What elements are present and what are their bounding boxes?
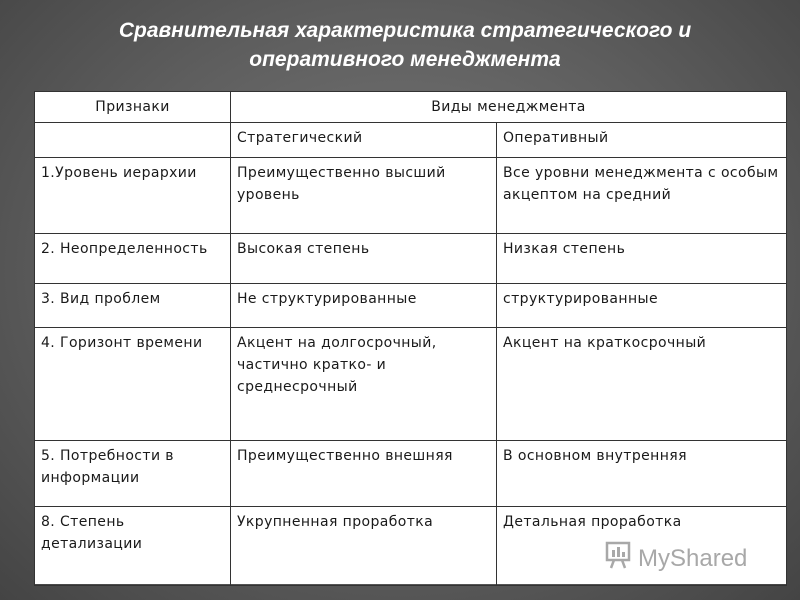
row-operational: В основном внутренняя — [497, 441, 787, 507]
header-strategic: Стратегический — [231, 123, 497, 158]
row-strategic: Укрупненная проработка — [231, 507, 497, 586]
slide-title-line-1: Сравнительная характеристика стратегического и — [118, 19, 692, 42]
row-operational: Все уровни менеджмента с особым акцептом на средний — [497, 158, 787, 234]
row-attribute: 8. Степень детализации — [35, 507, 231, 586]
slide-title — [60, 16, 750, 74]
table-row — [35, 328, 787, 441]
table-row — [35, 441, 787, 507]
header-operational: Оперативный — [497, 123, 787, 158]
table-subheader-row — [35, 123, 787, 158]
watermark-text: MyShared — [638, 544, 748, 572]
row-operational: Низкая степень — [497, 234, 787, 284]
presentation-board-icon — [604, 540, 632, 577]
row-attribute: 2. Неопределенность — [35, 234, 231, 284]
comparison-table — [34, 91, 787, 586]
row-strategic: Преимущественно внешняя — [231, 441, 497, 507]
row-operational: Акцент на краткосрочный — [497, 328, 787, 441]
comparison-sheet — [34, 91, 786, 584]
row-strategic: Не структурированные — [231, 284, 497, 328]
header-attributes: Признаки — [35, 92, 231, 123]
row-strategic: Акцент на долгосрочный, частично кратко- и среднесрочный — [231, 328, 497, 441]
row-operational: структурированные — [497, 284, 787, 328]
row-strategic: Высокая степень — [231, 234, 497, 284]
row-operational: Детальная проработка — [497, 507, 787, 586]
row-attribute: 1.Уровень иерархии — [35, 158, 231, 234]
subheader-empty-cell — [35, 123, 231, 158]
row-attribute: 3. Вид проблем — [35, 284, 231, 328]
table-row — [35, 284, 787, 328]
table-row — [35, 158, 787, 234]
row-strategic: Преимущественно высший уровень — [231, 158, 497, 234]
table-header-row — [35, 92, 787, 123]
header-management-types: Виды менеджмента — [231, 92, 787, 123]
row-attribute: 5. Потребности в информации — [35, 441, 231, 507]
table-row — [35, 234, 787, 284]
row-attribute: 4. Горизонт времени — [35, 328, 231, 441]
watermark — [604, 540, 747, 577]
slide-title-line-2: оперативного менеджмента — [249, 48, 561, 71]
